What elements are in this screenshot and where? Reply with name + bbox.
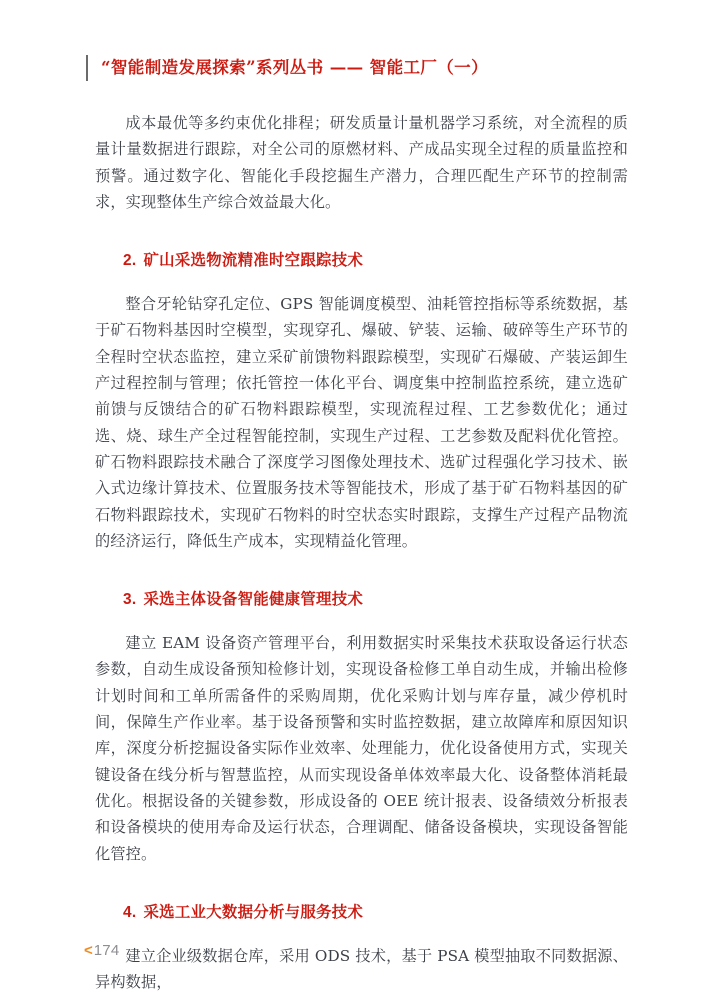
section-heading-4 bbox=[95, 900, 628, 926]
paragraph-section-3: 建立 EAM 设备资产管理平台，利用数据实时采集技术获取设备运行状态参数，自动生成设备预知检修计划，实现设备检修工单自动生成，并输出检修计划时间和工单所需备件的采购周期，优化采购计划与库存量，减少停机时间，保障生产作业率。基于设备预警和实时监控数据，建立故障库和原因知识库，深度分析挖掘设备实际作业效率、处理能力，优化设备使用方式，实现关键设备在线分析与智慧监控，从而实现设备单体效率最大化、设备整体消耗最优化。根据设备的关键参数，形成设备的 OEE 统计报表、设备绩效分析报表和设备模块的使用寿命及运行状态，合理调配、储备设备模块，实现设备智能化管控。 bbox=[95, 634, 628, 863]
header-accent-rule bbox=[86, 55, 88, 81]
spacer bbox=[95, 926, 628, 943]
document-body bbox=[95, 110, 628, 995]
spacer bbox=[95, 215, 628, 248]
section-title-2: 矿山采选物流精准时空跟踪技术 bbox=[143, 252, 364, 270]
paragraph-intro: 成本最优等多约束优化排程；研发质量计量机器学习系统，对全流程的质量计量数据进行跟踪，对全公司的原燃材料、产成品实现全过程的质量监控和预警。通过数字化、智能化手段挖掘生产潜力，合理匹配生产环节的控制需求，实现整体生产综合效益最大化。 bbox=[95, 114, 628, 211]
paragraph-section-2: 整合牙轮钻穿孔定位、GPS 智能调度模型、油耗管控指标等系统数据，基于矿石物料基因时空模型，实现穿孔、爆破、铲装、运输、破碎等生产环节的全程时空状态监控，建立采矿前馈物料跟踪模型，实现矿石爆破、产装运卸生产过程控制与管理；依托管控一体化平台、调度集中控制监控系统，建立选矿前馈与反馈结合的矿石物料跟踪模型，实现流程过程、工艺参数优化；通过选、烧、球生产全过程智能控制，实现生产过程、工艺参数及配料优化管控。矿石物料跟踪技术融合了深度学习图像处理技术、选矿过程强化学习技术、嵌入式边缘计算技术、位置服务技术等智能技术，形成了基于矿石物料基因的矿石物料跟踪技术，实现矿石物料的时空状态实时跟踪，支撑生产过程产品物流的经济运行，降低生产成本，实现精益化管理。 bbox=[95, 295, 628, 550]
header-title: “智能制造发展探索”系列丛书 —— 智能工厂（一） bbox=[101, 57, 488, 77]
page-footer bbox=[84, 943, 119, 958]
section-heading-3 bbox=[95, 587, 628, 613]
section-number-4: 4. bbox=[123, 903, 137, 921]
section-title-4: 采选工业大数据分析与服务技术 bbox=[143, 903, 364, 921]
spacer bbox=[95, 613, 628, 630]
page-number: 174 bbox=[93, 942, 120, 959]
chevron-left-icon: < bbox=[84, 942, 93, 959]
section-heading-2 bbox=[95, 248, 628, 274]
spacer bbox=[95, 274, 628, 291]
section-number-3: 3. bbox=[123, 591, 137, 609]
section-number-2: 2. bbox=[123, 252, 137, 270]
running-header bbox=[86, 54, 488, 82]
paragraph-section-4: 建立企业级数据仓库，采用 ODS 技术，基于 PSA 模型抽取不同数据源、异构数据， bbox=[95, 946, 628, 992]
section-title-3: 采选主体设备智能健康管理技术 bbox=[143, 591, 364, 609]
spacer bbox=[95, 867, 628, 900]
spacer bbox=[95, 554, 628, 587]
